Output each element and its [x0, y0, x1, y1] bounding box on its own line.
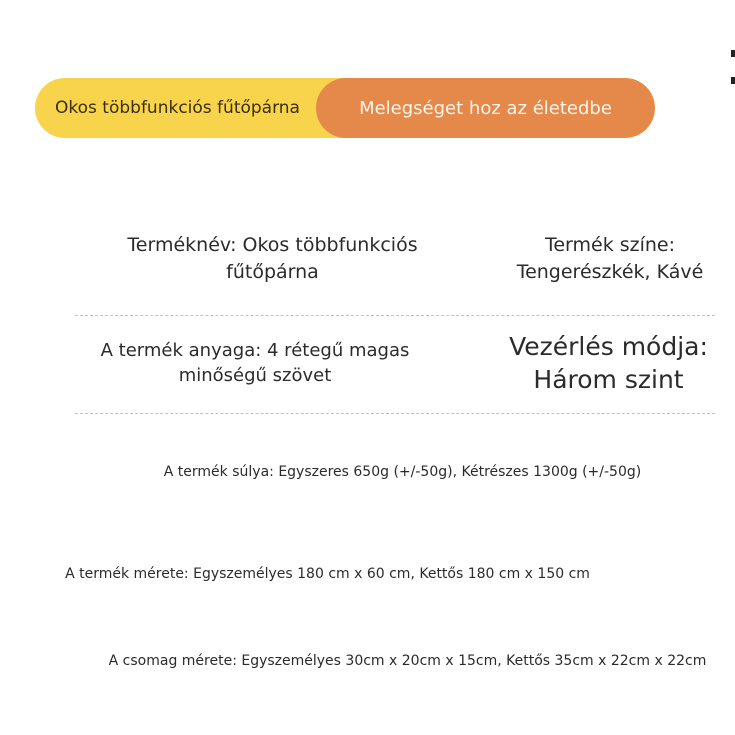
product-banner — [35, 78, 655, 138]
dashed-divider — [75, 413, 715, 414]
spec-size: A termék mérete: Egyszemélyes 180 cm x 60 cm, Kettős 180 cm x 150 cm — [65, 566, 590, 582]
dashed-divider — [75, 315, 715, 316]
edge-mark — [731, 77, 735, 84]
spec-product-color: Termék színe: Tengerészkék, Kávé — [516, 234, 704, 283]
spec-control-mode: Vezérlés módja: Három szint — [509, 332, 708, 394]
spec-product-name: Terméknév: Okos többfunkciós fűtőpárna — [127, 234, 418, 283]
edge-marks — [731, 50, 735, 104]
banner-product-title: Okos többfunkciós fűtőpárna — [55, 98, 300, 118]
edge-mark — [731, 50, 735, 57]
spec-weight: A termék súlya: Egyszeres 650g (+/-50g), Kétrészes 1300g (+/-50g) — [163, 464, 642, 480]
spec-package-size: A csomag mérete: Egyszemélyes 30cm x 20cm x 15cm, Kettős 35cm x 22cm x 22cm — [108, 653, 707, 669]
spec-material: A termék anyaga: 4 rétegű magas minőségű szövet — [100, 340, 410, 386]
banner-slogan: Melegséget hoz az életedbe — [316, 78, 655, 138]
